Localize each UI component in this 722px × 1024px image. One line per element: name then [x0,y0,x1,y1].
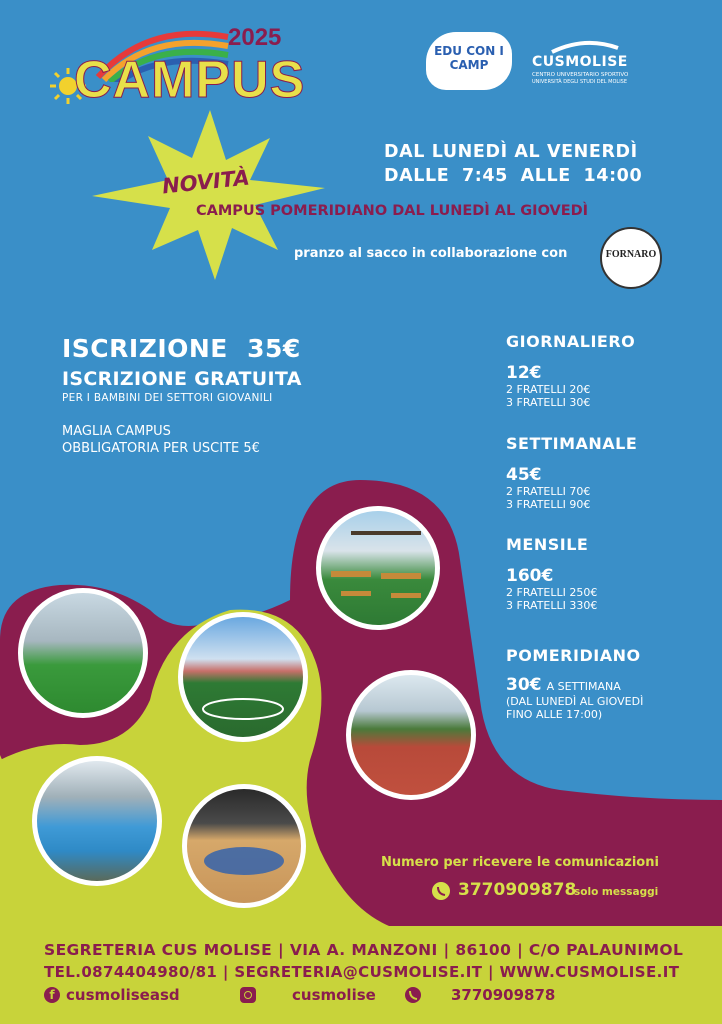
price-weekly [506,434,706,511]
facebook-icon: f [44,987,60,1003]
contact-note: solo messaggi [574,886,659,898]
price-monthly [506,535,706,612]
fornaro-text: FORNARO [605,249,657,260]
fornaro-logo [600,227,662,289]
schedule-line1: DAL LUNEDÌ AL VENERDÌ [384,142,638,162]
shirt-line1: MAGLIA CAMPUS [62,424,171,439]
price-main-row [506,675,706,695]
cus-arc-icon [550,40,620,54]
price-title: MENSILE [506,535,589,554]
whatsapp-footer-icon [405,987,421,1003]
cus-logo [532,40,642,92]
price-line: 3 FRATELLI 330€ [506,599,598,612]
price-line: 3 FRATELLI 30€ [506,396,591,409]
price-line: FINO ALLE 17:00) [506,708,603,721]
whatsapp-icon [432,882,450,900]
price-daily [506,332,706,409]
cus-logo-main: CUSMOLISE [532,54,628,70]
price-title: GIORNALIERO [506,332,636,351]
shirt-line2: OBBLIGATORIA PER USCITE 5€ [62,441,260,456]
price-line: 2 FRATELLI 20€ [506,383,591,396]
cus-logo-sub1: CENTRO UNIVERSITARIO SPORTIVO [532,72,629,78]
field-lines-icon [183,617,303,737]
price-line: 2 FRATELLI 70€ [506,485,591,498]
price-line: 3 FRATELLI 90€ [506,498,591,511]
instagram-icon [240,987,256,1003]
photo-soccer-field [178,612,308,742]
footer-line2[interactable]: TEL.0874404980/81 | SEGRETERIA@CUSMOLISE.IT | WWW.CUSMOLISE.IT [44,963,680,981]
edu-logo [426,32,512,90]
footer-facebook[interactable]: cusmoliseasd [66,986,180,1004]
price-afternoon [506,646,706,721]
campus-logo [48,22,308,110]
novita-afternoon: CAMPUS POMERIDIANO DAL LUNEDÌ AL GIOVEDÌ [196,203,589,219]
court-logo-icon [187,789,301,903]
price-title: POMERIDIANO [506,646,641,665]
footer-instagram[interactable]: cusmolise [292,986,376,1004]
novita-badge: NOVITÀ [160,165,251,199]
price-main: 45€ [506,465,542,485]
price-main: 12€ [506,363,542,383]
footer-line1: SEGRETERIA CUS MOLISE | VIA A. MANZONI | 86100 | C/O PALAUNIMOL [44,941,684,959]
price-main-suffix: A SETTIMANA [546,680,621,693]
photo-picnic-area [316,506,440,630]
price-main: 160€ [506,566,554,586]
photo-swimming-pool [32,756,162,886]
logo-year: 2025 [228,24,282,51]
registration-title: ISCRIZIONE 35€ [62,334,301,363]
photo-basketball-court [182,784,306,908]
price-line: (DAL LUNEDÌ AL GIOVEDÌ [506,695,644,708]
edu-logo-text: EDU CON I CAMP [434,44,504,72]
cus-logo-sub2: UNIVERSITÀ DEGLI STUDI DEL MOLISE [532,79,628,85]
price-title: SETTIMANALE [506,434,638,453]
schedule-line2: DALLE 7:45 ALLE 14:00 [384,166,643,186]
logo-text: CAMPUS [74,51,306,109]
price-main: 30€ [506,675,542,695]
lunch-text: pranzo al sacco in collaborazione con [294,246,568,261]
registration-free-note: PER I BAMBINI DEI SETTORI GIOVANILI [62,392,273,404]
contact-label: Numero per ricevere le comunicazioni [381,855,659,870]
picnic-tables-icon [321,511,435,625]
price-line: 2 FRATELLI 250€ [506,586,598,599]
contact-number[interactable]: 3770909878 [458,880,577,900]
photo-turf-field [18,588,148,718]
footer-whatsapp[interactable]: 3770909878 [451,986,556,1004]
registration-free: ISCRIZIONE GRATUITA [62,368,302,390]
photo-running-track [346,670,476,800]
